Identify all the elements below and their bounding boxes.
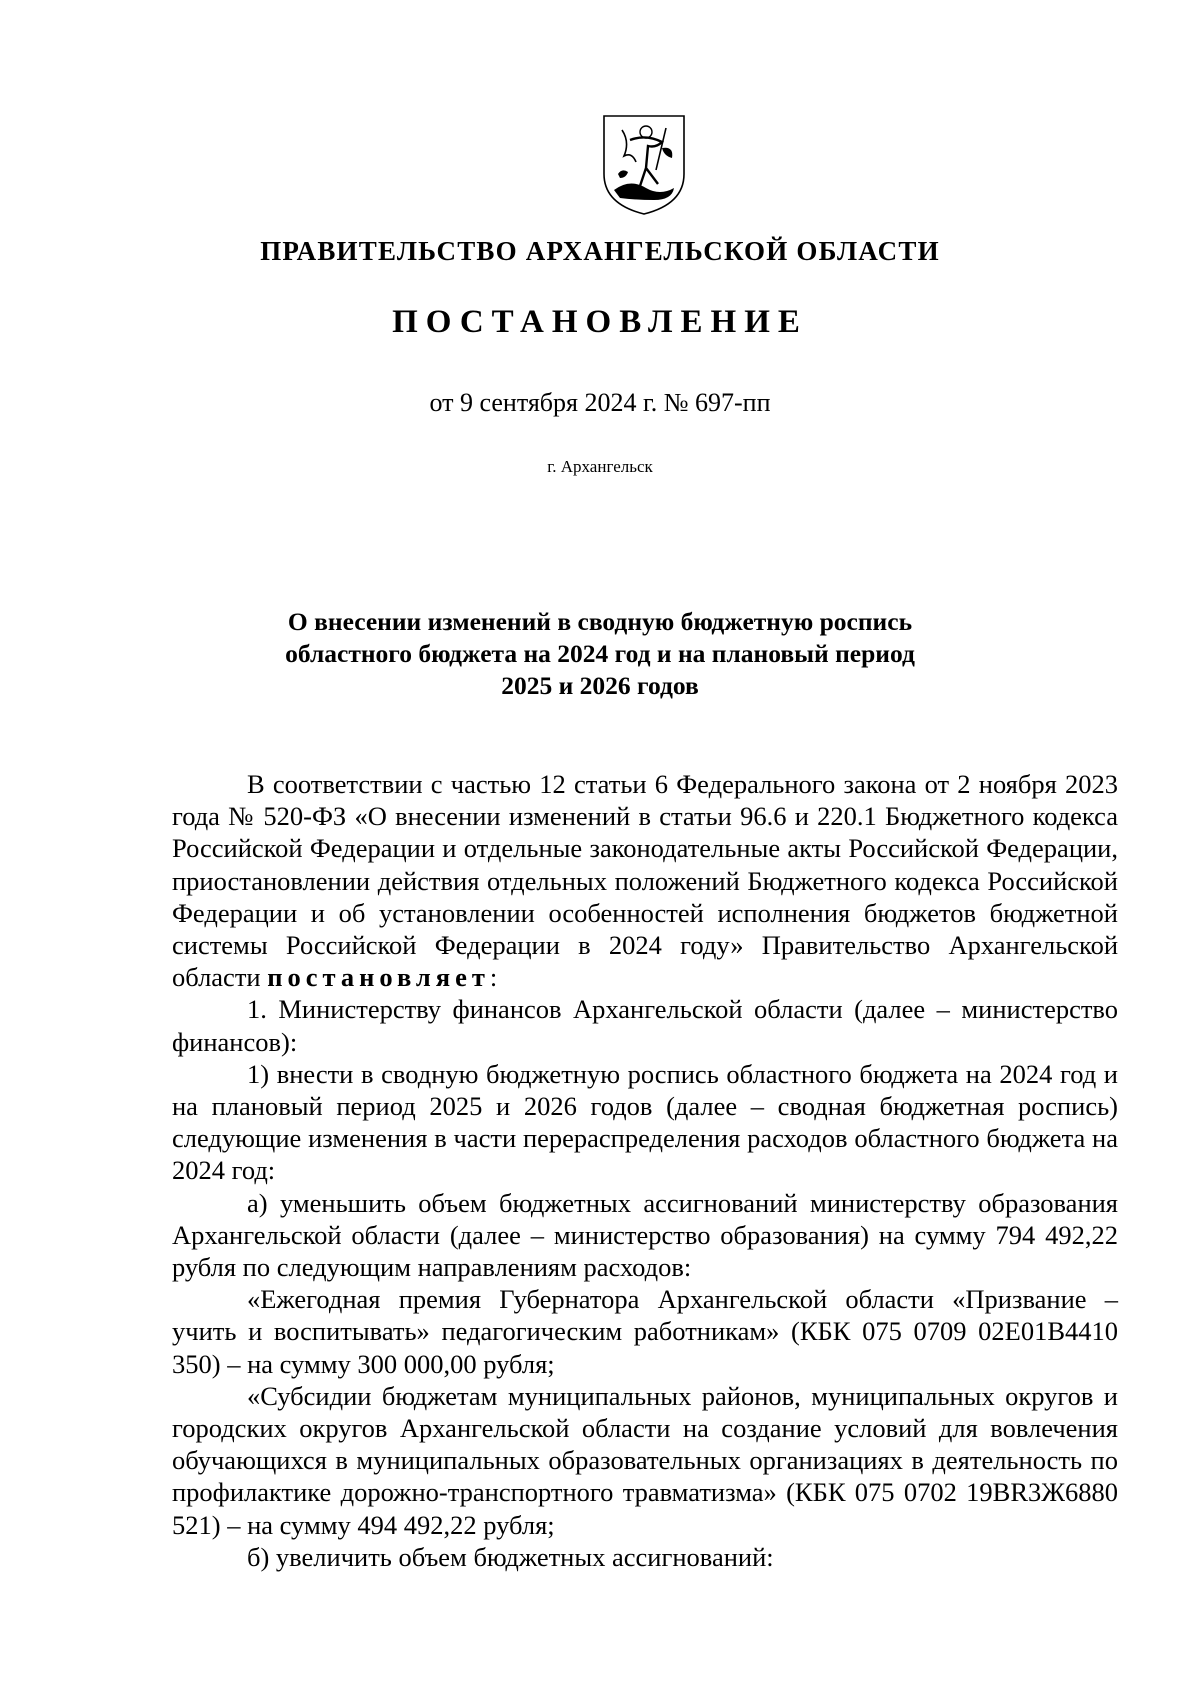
document-body (172, 768, 1118, 1573)
body-paragraph: «Ежегодная премия Губернатора Архангельской области «Призвание – учить и воспитывать» педагогическим работникам» (КБК 075 0709 02Е01В4410 350) – на сумму 300 000,00 рубля; (172, 1284, 1118, 1379)
subject-line: 2025 и 2026 годов (501, 671, 699, 700)
subject-line: областного бюджета на 2024 год и на плановый период (285, 639, 915, 668)
document-type: ПОСТАНОВЛЕНИЕ (392, 304, 808, 340)
document-subject (0, 606, 1200, 702)
body-paragraph: б) увеличить объем бюджетных ассигнований: (247, 1541, 774, 1572)
body-paragraph: а) уменьшить объем бюджетных ассигнований министерству образования Архангельской области (далее – министерство образования) на сумму 794 492,22 рубля по следующим направлениям расходов: (172, 1187, 1118, 1283)
preamble-end: : (489, 962, 498, 993)
organization-title: ПРАВИТЕЛЬСТВО АРХАНГЕЛЬСКОЙ ОБЛАСТИ (260, 236, 940, 266)
document-city: г. Архангельск (547, 457, 653, 476)
arkhangelsk-coat-of-arms-icon (600, 112, 688, 218)
body-paragraph: «Субсидии бюджетам муниципальных районов, муниципальных округов и городских округов Архангельской области на создание условий для вовлечения обучающихся в муниципальных образовательных организациях в деятельность по профилактике дорожно-транспортного травматизма» (КБК 075 0702 19BR3Ж6880 521) – на сумму 494 492,22 рубля; (172, 1380, 1118, 1540)
body-paragraph: 1) внести в сводную бюджетную роспись областного бюджета на 2024 год и на плановый период 2025 и 2026 годов (далее – сводная бюджетная роспись) следующие изменения в части перераспределения расходов областного бюджета на 2024 год: (172, 1058, 1118, 1186)
document-date-number: от 9 сентября 2024 г. № 697-пп (429, 388, 771, 417)
decree-keyword: постановляет (267, 962, 490, 993)
subject-line: О внесении изменений в сводную бюджетную роспись (287, 607, 913, 636)
preamble-text: В соответствии с частью 12 статьи 6 Федерального закона от 2 ноября 2023 года № 520-ФЗ «О внесении изменений в статьи 96.6 и 220.1 Бюджетного кодекса Российской Федерации и отдельные законодательные акты Российской Федерации, приостановлении действия отдельных положений Бюджетного кодекса Российской Федерации и об установлении особенностей исполнения бюджетов бюджетной системы Российской Федерации в 2024 году» Правительство Архангельской области (172, 769, 1118, 993)
body-paragraph: 1. Министерству финансов Архангельской области (далее – министерство финансов): (172, 994, 1118, 1057)
preamble-paragraph (172, 768, 1118, 993)
